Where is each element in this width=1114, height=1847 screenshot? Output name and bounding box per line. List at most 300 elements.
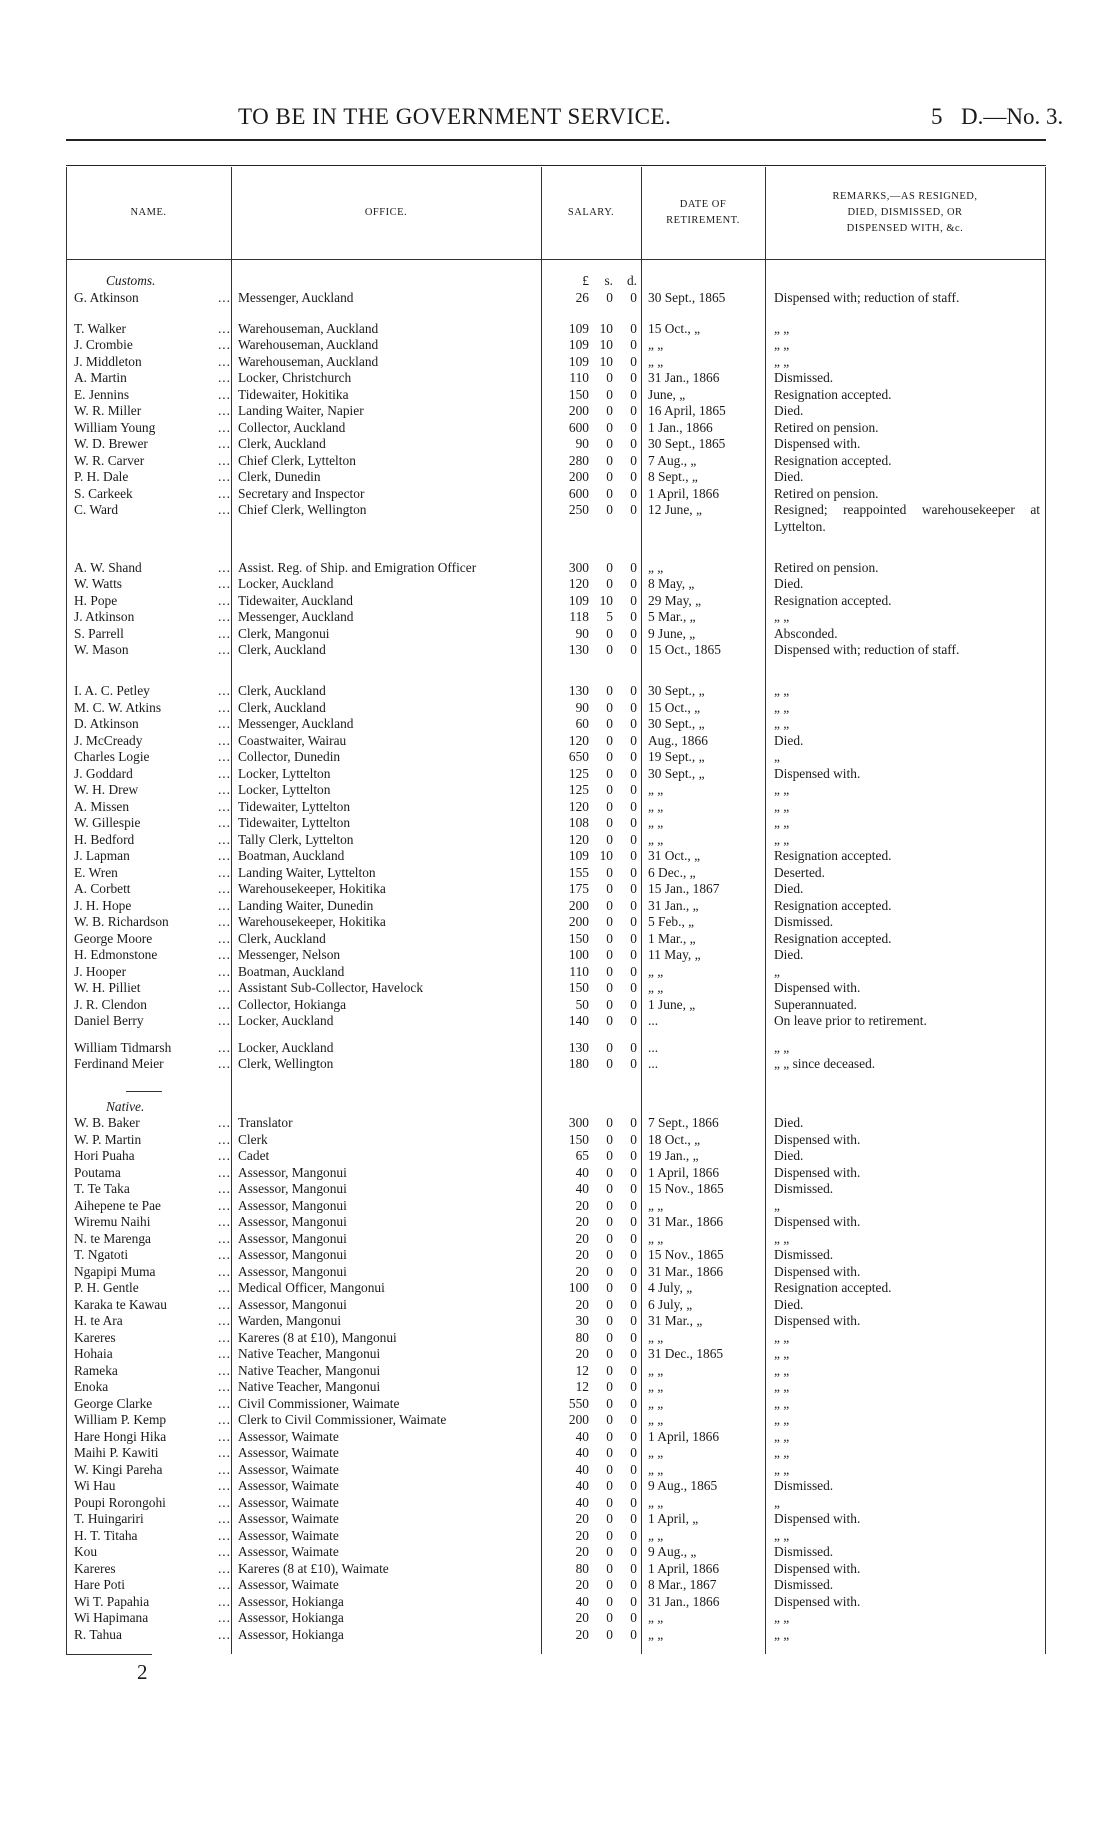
retirement-date-cell: ... (648, 1013, 659, 1028)
column-header-remarks: REMARKS,—AS RESIGNED, DIED, DISMISSED, OR DISPENSED WITH, &c. (832, 190, 978, 235)
salary-pounds-cell: 26 (575, 289, 589, 305)
document-reference: D.—No. 3. (961, 104, 1064, 129)
office-cell: Warehouseman, Auckland (238, 353, 379, 369)
table-row (66, 1445, 1046, 1462)
name-cell: W. Mason (74, 642, 129, 657)
leader-dots: ... (217, 1131, 231, 1147)
salary-pence-cell: 0 (630, 732, 637, 748)
name-cell: T. Ngatoti (74, 1247, 129, 1262)
salary-shillings-cell: 0 (606, 386, 613, 402)
remarks-cell: Dismissed. (774, 1247, 834, 1262)
table-row (66, 1013, 1046, 1030)
table-row (66, 370, 1046, 387)
salary-shillings-cell: 0 (606, 765, 613, 781)
salary-pounds-cell: 130 (568, 683, 589, 698)
name-cell: Kareres (74, 1329, 116, 1345)
retirement-date-cell: „ „ (648, 1412, 664, 1427)
salary-pence-cell: 0 (630, 1527, 637, 1543)
name-cell: Hori Puaha (74, 1148, 135, 1163)
customs-section-row (66, 273, 1046, 290)
name-cell: J. Goddard (74, 765, 133, 781)
name-cell: J. Lapman (74, 848, 130, 863)
unit-pence: d. (626, 273, 637, 288)
name-cell: Poupi Rorongohi (74, 1494, 166, 1510)
retirement-date-cell: 8 Sept., „ (648, 469, 698, 484)
name-cell: A. Martin (74, 370, 127, 385)
leader-dots: ... (217, 1379, 231, 1394)
retirement-date-cell: „ „ (648, 1379, 664, 1394)
table-row (66, 321, 1046, 338)
salary-pounds-cell: 155 (568, 864, 589, 880)
remarks-cell: Dismissed. (774, 914, 834, 929)
remarks-cell: Dispensed with. (774, 1214, 861, 1229)
name-cell: P. H. Dale (74, 469, 129, 484)
salary-pounds-cell: 109 (568, 353, 589, 369)
leader-dots: ... (217, 386, 231, 402)
name-cell: Maihi P. Kawiti (74, 1445, 159, 1460)
salary-pence-cell: 0 (630, 1428, 637, 1444)
name-cell: W. Kingi Pareha (74, 1461, 163, 1477)
name-cell: D. Atkinson (74, 716, 139, 731)
name-cell: T. Huingariri (74, 1511, 144, 1526)
retirement-date-cell: 31 Oct., „ (648, 848, 701, 863)
office-cell: Clerk, Auckland (238, 683, 326, 698)
remarks-cell: „ „ (774, 1527, 790, 1543)
name-cell: J. H. Hope (74, 897, 132, 913)
name-cell: Ferdinand Meier (74, 1056, 164, 1071)
name-cell: William P. Kemp (74, 1412, 167, 1427)
salary-pounds-cell: 40 (575, 1181, 589, 1196)
remarks-cell: „ „ (774, 831, 790, 847)
salary-pounds-cell: 90 (575, 699, 589, 715)
name-cell: W. R. Carver (74, 452, 145, 468)
salary-shillings-cell: 0 (606, 469, 613, 484)
salary-pounds-cell: 110 (569, 963, 589, 979)
office-cell: Messenger, Auckland (238, 716, 354, 731)
table-row (66, 1561, 1046, 1578)
salary-pence-cell: 0 (630, 1214, 637, 1229)
office-cell: Chief Clerk, Lyttelton (238, 452, 356, 468)
leader-dots: ... (217, 864, 231, 880)
salary-pence-cell: 0 (630, 609, 637, 624)
salary-pence-cell: 0 (630, 1626, 637, 1642)
remarks-cell: Dispensed with; reduction of staff. (774, 289, 960, 305)
office-cell: Clerk, Auckland (238, 436, 326, 451)
salary-pounds-cell: 300 (568, 1115, 589, 1130)
salary-pounds-cell: 40 (575, 1445, 589, 1460)
remarks-cell: Resignation accepted. (774, 452, 892, 468)
salary-pounds-cell: 50 (575, 996, 589, 1012)
remarks-cell: „ „ (774, 782, 790, 797)
leader-dots: ... (217, 1164, 231, 1180)
table-row (66, 1577, 1046, 1594)
salary-shillings-cell: 0 (606, 749, 613, 764)
remarks-cell: „ „ (774, 1461, 790, 1477)
name-cell: Kou (74, 1544, 98, 1559)
table-row (66, 337, 1046, 354)
salary-pence-cell: 0 (630, 559, 637, 575)
salary-shillings-cell: 0 (606, 1445, 613, 1460)
salary-pounds-cell: 20 (575, 1577, 589, 1592)
retirement-date-cell: 7 Aug., „ (648, 452, 697, 468)
salary-shillings-cell: 0 (606, 831, 613, 847)
table-row (66, 354, 1046, 371)
leader-dots: ... (217, 683, 231, 698)
table-row (66, 1148, 1046, 1165)
salary-pence-cell: 0 (630, 1181, 637, 1196)
office-cell: Assessor, Mangonui (238, 1181, 347, 1196)
leader-dots: ... (217, 337, 231, 352)
table-row (66, 469, 1046, 486)
name-cell: M. C. W. Atkins (74, 699, 162, 715)
name-cell: A. Corbett (74, 881, 131, 896)
name-cell: W. P. Martin (74, 1131, 142, 1147)
name-cell: H. Pope (74, 592, 118, 608)
remarks-cell: „ „ (774, 699, 790, 715)
salary-shillings-cell: 0 (606, 864, 613, 880)
salary-pence-cell: 0 (630, 765, 637, 781)
name-cell: J. R. Clendon (74, 996, 147, 1012)
salary-shillings-cell: 0 (606, 947, 613, 962)
name-cell: Wi T. Papahia (74, 1593, 150, 1609)
salary-pence-cell: 0 (630, 980, 637, 995)
retirement-date-cell: „ „ (648, 353, 664, 369)
retirement-date-cell: 16 April, 1865 (648, 403, 726, 418)
salary-pence-cell: 0 (630, 289, 637, 305)
salary-shillings-cell: 0 (606, 289, 613, 305)
office-cell: Coastwaiter, Wairau (238, 732, 347, 748)
office-cell: Assessor, Waimate (238, 1527, 339, 1543)
leader-dots: ... (217, 1610, 231, 1625)
salary-pounds-cell: 180 (568, 1056, 589, 1071)
salary-pence-cell: 0 (630, 1164, 637, 1180)
name-cell: Kareres (74, 1560, 116, 1576)
table-row (66, 964, 1046, 981)
retirement-date-cell: „ „ (648, 1445, 664, 1460)
office-cell: Warehouseman, Auckland (238, 320, 379, 336)
salary-pounds-cell: 100 (568, 947, 589, 962)
name-cell: S. Parrell (74, 625, 124, 641)
office-cell: Warehousekeeper, Hokitika (238, 881, 386, 896)
salary-pence-cell: 0 (630, 1296, 637, 1312)
office-cell: Landing Waiter, Napier (238, 403, 364, 418)
name-cell: Daniel Berry (74, 1013, 144, 1028)
salary-pence-cell: 0 (630, 1412, 637, 1427)
remarks-cell: „ „ (774, 1346, 790, 1361)
retirement-date-cell: 9 Aug., „ (648, 1544, 697, 1559)
retirement-date-cell: 1 April, 1866 (648, 485, 720, 501)
office-cell: Collector, Hokianga (238, 996, 347, 1012)
retirement-date-cell: 9 June, „ (648, 625, 696, 641)
retirement-date-cell: „ „ (648, 1494, 664, 1510)
office-cell: Warehouseman, Auckland (238, 337, 379, 352)
salary-pounds-cell: 20 (575, 1527, 589, 1543)
salary-shillings-cell: 0 (606, 815, 613, 830)
salary-pounds-cell: 200 (568, 403, 589, 418)
table-row (66, 387, 1046, 404)
retirement-date-cell: Aug., 1866 (648, 732, 708, 748)
office-cell: Warehousekeeper, Hokitika (238, 914, 386, 929)
office-cell: Boatman, Auckland (238, 848, 345, 863)
table-row (66, 848, 1046, 865)
salary-shillings-cell: 0 (606, 485, 613, 501)
salary-shillings-cell: 0 (606, 798, 613, 814)
section-heading-customs: Customs. (106, 273, 156, 288)
footer-rule (66, 1654, 152, 1655)
salary-pounds-cell: 109 (568, 337, 589, 352)
office-cell: Tidewaiter, Hokitika (238, 386, 349, 402)
retirement-date-cell: „ „ (648, 1461, 664, 1477)
remarks-cell: „ „ (774, 1230, 790, 1246)
retirement-date-cell: ... (648, 1056, 659, 1071)
salary-pounds-cell: 140 (568, 1013, 589, 1028)
retirement-date-cell: „ „ (648, 1527, 664, 1543)
office-cell: Kareres (8 at £10), Waimate (238, 1560, 389, 1576)
leader-dots: ... (217, 848, 231, 863)
leader-dots: ... (217, 576, 231, 591)
leader-dots: ... (217, 798, 231, 814)
salary-shillings-cell: 10 (599, 592, 613, 608)
remarks-cell: „ „ (774, 1395, 790, 1411)
remarks-cell: Resignation accepted. (774, 848, 892, 863)
salary-shillings-cell: 0 (606, 1577, 613, 1592)
salary-pence-cell: 0 (630, 930, 637, 946)
retirement-date-cell: 31 Jan., 1866 (648, 1593, 720, 1609)
table-row (66, 1544, 1046, 1561)
table-row (66, 420, 1046, 437)
table-row (66, 453, 1046, 470)
office-cell: Clerk, Auckland (238, 930, 326, 946)
office-cell: Assessor, Hokianga (238, 1593, 344, 1609)
office-cell: Clerk (238, 1131, 268, 1147)
page-number: 5 (931, 104, 943, 129)
salary-pence-cell: 0 (630, 848, 637, 863)
table-row (66, 700, 1046, 717)
salary-pence-cell: 0 (630, 592, 637, 608)
salary-shillings-cell: 0 (606, 1197, 613, 1213)
salary-shillings-cell: 0 (606, 881, 613, 896)
salary-shillings-cell: 0 (606, 1494, 613, 1510)
header-rule (66, 139, 1046, 141)
salary-shillings-cell: 0 (606, 1428, 613, 1444)
name-cell: J. Crombie (74, 337, 133, 352)
salary-pence-cell: 0 (630, 914, 637, 929)
office-cell: Assessor, Mangonui (238, 1296, 347, 1312)
salary-shillings-cell: 0 (606, 1247, 613, 1262)
remarks-cell: Dispensed with; reduction of staff. (774, 642, 960, 657)
leader-dots: ... (217, 1230, 231, 1246)
name-cell: J. McCready (74, 732, 143, 748)
retirement-date-cell: 30 Sept., „ (648, 683, 705, 698)
retirement-date-cell: 15 Nov., 1865 (648, 1247, 724, 1262)
table-row (66, 683, 1046, 700)
salary-shillings-cell: 0 (606, 914, 613, 929)
name-cell: William Young (74, 419, 156, 435)
salary-pence-cell: 0 (630, 1115, 637, 1130)
leader-dots: ... (217, 1247, 231, 1262)
remarks-cell: Dispensed with. (774, 1263, 861, 1279)
salary-pence-cell: 0 (630, 1280, 637, 1295)
table-row (66, 1330, 1046, 1347)
salary-pounds-cell: 200 (568, 897, 589, 913)
remarks-cell: Dismissed. (774, 1478, 834, 1493)
salary-pence-cell: 0 (630, 1544, 637, 1559)
salary-shillings-cell: 0 (606, 1461, 613, 1477)
salary-pence-cell: 0 (630, 716, 637, 731)
table-row (66, 1511, 1046, 1528)
table-row (66, 799, 1046, 816)
salary-shillings-cell: 0 (606, 419, 613, 435)
remarks-cell: Resignation accepted. (774, 386, 892, 402)
salary-pence-cell: 0 (630, 436, 637, 451)
remarks-cell: Died. (774, 732, 804, 748)
retirement-date-cell: June, „ (648, 386, 686, 402)
leader-dots: ... (217, 996, 231, 1012)
table-row (66, 1231, 1046, 1248)
table-row (66, 1627, 1046, 1644)
office-cell: Boatman, Auckland (238, 963, 345, 979)
office-cell: Collector, Dunedin (238, 749, 341, 764)
remarks-cell: Dispensed with. (774, 765, 861, 781)
salary-shillings-cell: 0 (606, 1230, 613, 1246)
table-row (66, 931, 1046, 948)
remarks-cell: „ „ (774, 609, 790, 624)
retirement-date-cell: 9 Aug., 1865 (648, 1478, 718, 1493)
salary-shillings-cell: 0 (606, 732, 613, 748)
salary-pence-cell: 0 (630, 370, 637, 385)
leader-dots: ... (217, 502, 231, 517)
table-row (66, 1115, 1046, 1132)
office-cell: Assessor, Waimate (238, 1544, 339, 1559)
salary-pence-cell: 0 (630, 1197, 637, 1213)
leader-dots: ... (217, 1577, 231, 1592)
office-cell: Tidewaiter, Auckland (238, 592, 354, 608)
salary-shillings-cell: 0 (606, 1610, 613, 1625)
salary-pence-cell: 0 (630, 1494, 637, 1510)
table-row (66, 1462, 1046, 1479)
salary-shillings-cell: 0 (606, 403, 613, 418)
salary-pence-cell: 0 (630, 403, 637, 418)
remarks-cell: Dispensed with. (774, 1164, 861, 1180)
name-cell: E. Wren (74, 864, 118, 880)
office-cell: Native Teacher, Mangonui (238, 1346, 381, 1361)
salary-shillings-cell: 10 (599, 337, 613, 352)
retirement-table (66, 167, 1046, 1654)
salary-pounds-cell: 280 (568, 452, 589, 468)
leader-dots: ... (217, 609, 231, 624)
column-header-office: OFFICE. (364, 206, 408, 218)
table-row (66, 1313, 1046, 1330)
table-row (66, 1247, 1046, 1264)
table-row (66, 1528, 1046, 1545)
leader-dots: ... (217, 485, 231, 501)
leader-dots: ... (217, 1346, 231, 1361)
salary-pounds-cell: 40 (575, 1428, 589, 1444)
salary-pounds-cell: 20 (575, 1511, 589, 1526)
salary-pounds-cell: 109 (568, 592, 589, 608)
salary-shillings-cell: 0 (606, 559, 613, 575)
table-row (66, 1198, 1046, 1215)
remarks-cell: Retired on pension. (774, 485, 879, 501)
salary-shillings-cell: 10 (599, 320, 613, 336)
salary-shillings-cell: 0 (606, 1560, 613, 1576)
table-row (66, 290, 1046, 321)
remarks-cell: „ (774, 963, 780, 979)
leader-dots: ... (217, 1478, 231, 1493)
unit-shillings: s. (604, 273, 613, 288)
table-row (66, 436, 1046, 453)
office-cell: Assessor, Waimate (238, 1428, 339, 1444)
name-cell: Poutama (74, 1164, 121, 1180)
remarks-cell: Dispensed with. (774, 980, 861, 995)
salary-shillings-cell: 0 (606, 996, 613, 1012)
salary-pence-cell: 0 (630, 1013, 637, 1028)
leader-dots: ... (217, 592, 231, 608)
office-cell: Clerk, Auckland (238, 699, 326, 715)
salary-pounds-cell: 90 (575, 625, 589, 641)
remarks-cell: Died. (774, 1115, 804, 1130)
retirement-date-cell: 31 Mar., „ (648, 1313, 703, 1328)
remarks-cell: Died. (774, 1296, 804, 1312)
retirement-date-cell: „ „ (648, 337, 664, 352)
salary-pence-cell: 0 (630, 963, 637, 979)
salary-pounds-cell: 60 (575, 716, 589, 731)
name-cell: W. D. Brewer (74, 436, 148, 451)
salary-pence-cell: 0 (630, 1131, 637, 1147)
salary-pounds-cell: 80 (575, 1560, 589, 1576)
office-cell: Assistant Sub-Collector, Havelock (238, 980, 424, 995)
office-cell: Tidewaiter, Lyttelton (238, 798, 351, 814)
name-cell: Wiremu Naihi (74, 1214, 151, 1229)
retirement-date-cell: 1 June, „ (648, 996, 696, 1012)
table-body (66, 273, 1046, 1643)
salary-shillings-cell: 0 (606, 782, 613, 797)
table-row (66, 1363, 1046, 1380)
table-row (66, 865, 1046, 882)
leader-dots: ... (217, 881, 231, 896)
remarks-cell: Dispensed with. (774, 436, 861, 451)
leader-dots: ... (217, 1181, 231, 1196)
section-heading-native: Native. (106, 1098, 145, 1114)
name-cell: E. Jennins (74, 386, 130, 402)
salary-pounds-cell: 40 (575, 1164, 589, 1180)
salary-shillings-cell: 0 (606, 625, 613, 641)
table-row (66, 881, 1046, 898)
office-cell: Messenger, Auckland (238, 289, 354, 305)
table-row (66, 609, 1046, 626)
salary-shillings-cell: 0 (606, 1395, 613, 1411)
salary-pence-cell: 0 (630, 1379, 637, 1394)
leader-dots: ... (217, 1494, 231, 1510)
retirement-date-cell: 15 Jan., 1867 (648, 881, 720, 896)
salary-pounds-cell: 80 (575, 1329, 589, 1345)
salary-shillings-cell: 0 (606, 980, 613, 995)
unit-pounds: £ (582, 273, 589, 288)
name-cell: A. Missen (74, 798, 130, 814)
office-cell: Locker, Auckland (238, 1013, 334, 1028)
leader-dots: ... (217, 1296, 231, 1312)
office-cell: Assist. Reg. of Ship. and Emigration Officer (238, 559, 477, 575)
retirement-date-cell: „ „ (648, 1230, 664, 1246)
salary-shillings-cell: 0 (606, 1329, 613, 1345)
page-header (66, 104, 1064, 134)
retirement-date-cell: „ „ (648, 1362, 664, 1378)
office-cell: Locker, Lyttelton (238, 765, 331, 781)
salary-pounds-cell: 125 (568, 782, 589, 797)
salary-pence-cell: 0 (630, 419, 637, 435)
salary-pence-cell: 0 (630, 386, 637, 402)
table-row (66, 1429, 1046, 1446)
